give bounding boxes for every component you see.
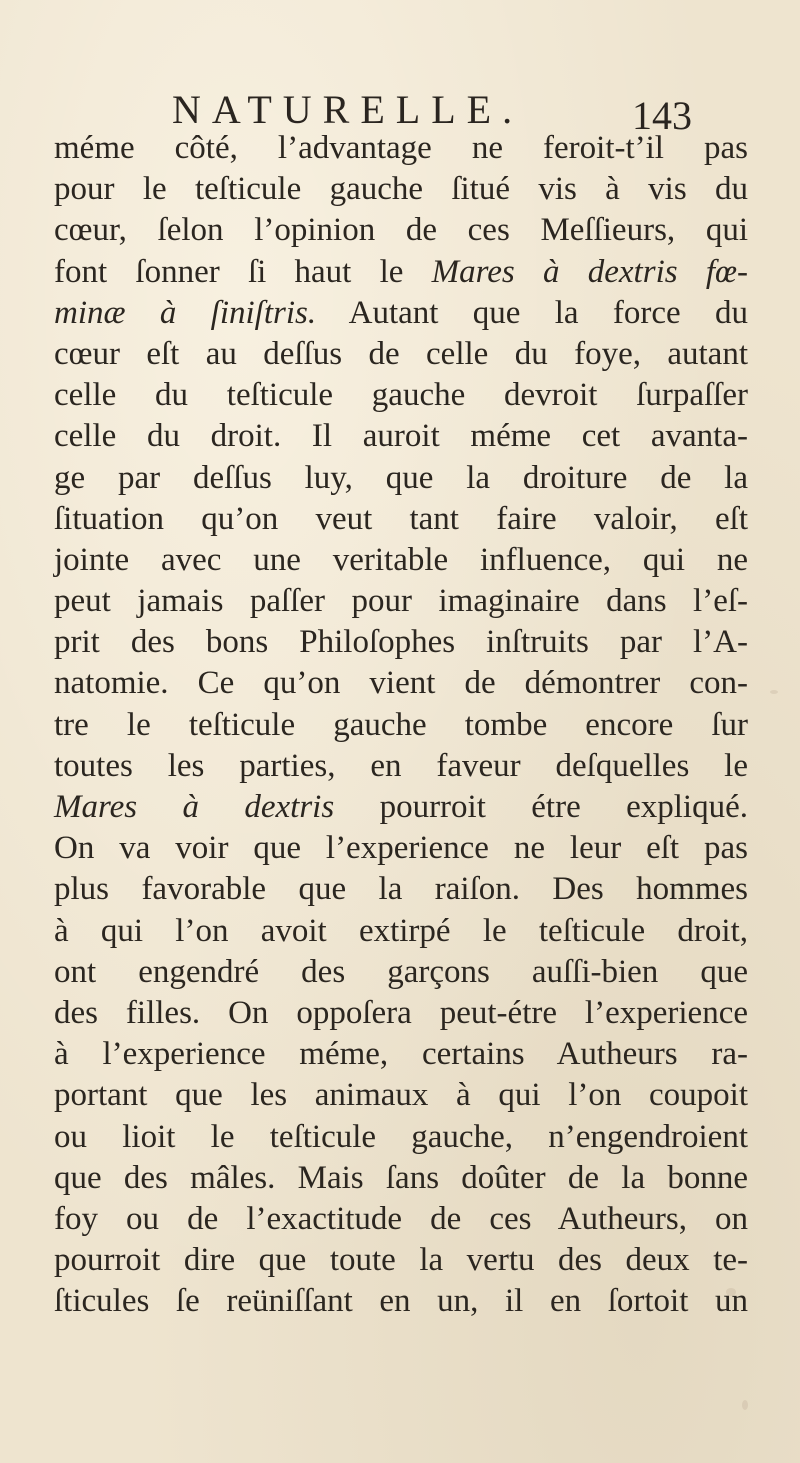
text-line	[54, 499, 748, 540]
text-segment: tre le teſticule gauche tombe encore ſur	[54, 706, 748, 743]
text-line	[54, 746, 748, 787]
text-line	[54, 1034, 748, 1075]
text-segment: portant que les animaux à qui l’on coupoit	[54, 1077, 748, 1114]
text-line	[54, 622, 748, 663]
text-segment: ge par deſſus luy, que la droiture de la	[54, 459, 748, 496]
text-line	[54, 1199, 748, 1240]
text-line	[54, 210, 748, 251]
text-segment: celle du droit. Il auroit méme cet avanta-	[54, 418, 748, 455]
text-line	[54, 128, 748, 169]
text-line	[54, 334, 748, 375]
text-segment: ſticules ſe reüniſſant en un, il en ſortoit un	[54, 1283, 748, 1320]
text-line	[54, 828, 748, 869]
text-line	[54, 1158, 748, 1199]
text-segment: à qui l’on avoit extirpé le teſticule droit,	[54, 912, 748, 949]
text-line	[54, 1281, 748, 1322]
text-segment: celle du teſticule gauche devroit ſurpaſſer	[54, 377, 748, 414]
text-segment: Autant que la force du	[316, 294, 748, 331]
text-segment: natomie. Ce qu’on vient de démontrer con-	[54, 665, 748, 702]
text-segment: pourroit dire que toute la vertu des deux te-	[54, 1242, 748, 1279]
text-segment: peut jamais paſſer pour imaginaire dans l’eſ-	[54, 583, 748, 620]
text-line	[54, 581, 748, 622]
text-line	[54, 169, 748, 210]
text-line	[54, 1075, 748, 1116]
paper-stain	[770, 690, 778, 694]
italic-text: minæ à ſiniſtris.	[54, 294, 317, 331]
text-segment: cœur eſt au deſſus de celle du foye, autant	[54, 335, 748, 372]
text-segment: On va voir que l’experience ne leur eſt pas	[54, 830, 748, 867]
italic-text: Mares à dextris	[54, 789, 335, 825]
text-segment: cœur, ſelon l’opinion de ces Meſſieurs, qui	[54, 212, 748, 249]
text-segment: foy ou de l’exactitude de ces Autheurs, on	[54, 1200, 748, 1237]
text-segment: pour le teſticule gauche ſitué vis à vis du	[54, 171, 748, 208]
text-segment: jointe avec une veritable influence, qui ne	[54, 541, 748, 578]
paper-stain	[742, 1400, 748, 1410]
text-line	[54, 663, 748, 704]
text-segment: méme côté, l’advantage ne feroit-t’il pas	[54, 130, 748, 166]
text-segment: font ſonner ſi haut le	[54, 253, 432, 290]
text-line	[54, 869, 748, 910]
body-text	[54, 128, 748, 1322]
italic-text: Mares à dextris fœ-	[431, 253, 748, 290]
text-line	[54, 911, 748, 952]
text-line	[54, 252, 748, 293]
text-line	[54, 705, 748, 746]
page-number: 143	[632, 93, 692, 138]
text-segment: que des mâles. Mais ſans doûter de la bonne	[54, 1159, 748, 1196]
text-segment: ou lioit le teſticule gauche, n’engendroient	[54, 1118, 748, 1155]
text-segment: ont engendré des garçons auſſi-bien que	[54, 953, 748, 990]
text-segment: toutes les parties, en faveur deſquelles le	[54, 747, 748, 784]
text-line	[54, 458, 748, 499]
text-segment: ſituation qu’on veut tant faire valoir, eſt	[54, 500, 748, 537]
running-title: NATURELLE.	[172, 87, 524, 132]
text-segment: des filles. On oppoſera peut-étre l’experience	[54, 994, 748, 1031]
text-line	[54, 416, 748, 457]
text-segment: plus favorable que la raiſon. Des hommes	[54, 871, 748, 908]
text-line	[54, 1117, 748, 1158]
text-line	[54, 952, 748, 993]
text-line	[54, 540, 748, 581]
text-segment: prit des bons Philoſophes inſtruits par l’A-	[54, 624, 748, 661]
text-segment: pourroit étre expliqué.	[334, 789, 748, 825]
text-line	[54, 293, 748, 334]
text-segment: à l’experience méme, certains Autheurs ra-	[54, 1036, 748, 1073]
text-line	[54, 375, 748, 416]
text-line	[54, 1240, 748, 1281]
text-line	[54, 993, 748, 1034]
text-line	[54, 787, 748, 828]
